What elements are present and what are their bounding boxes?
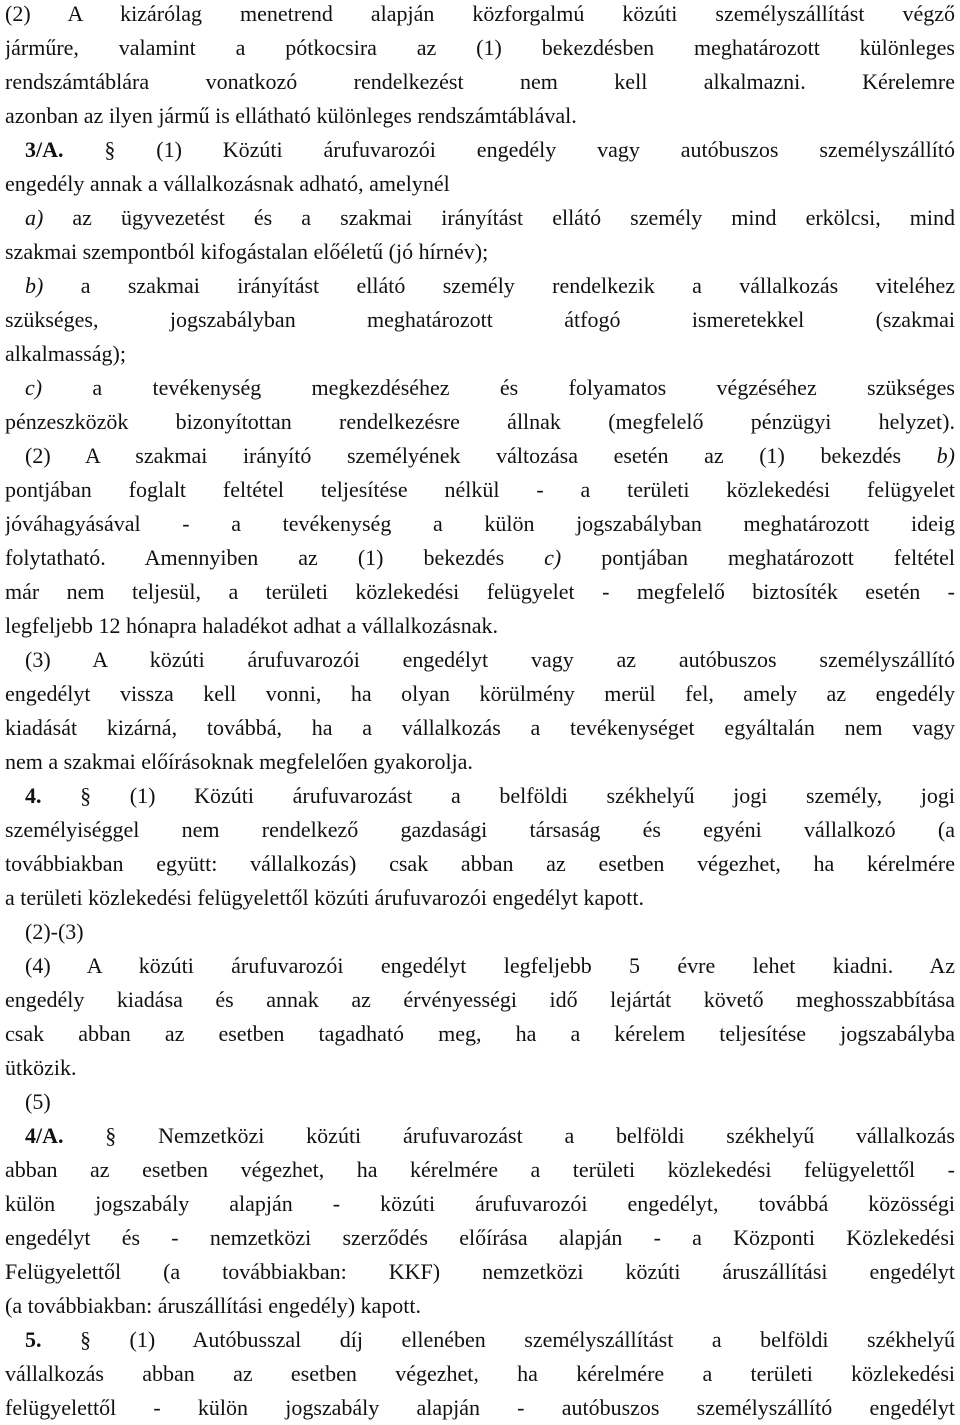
line-text: már nem teljesül, a területi közlekedési felügyelet - megfelelő biztosíték esetén - xyxy=(5,579,955,604)
text-line xyxy=(5,235,955,269)
line-text: (5) xyxy=(25,1089,51,1114)
line-text: § (1) Autóbusszal díj ellenében személyszállítást a belföldi székhelyű xyxy=(41,1327,955,1352)
section-number: 3/A. xyxy=(25,137,64,162)
line-text: felügyelettől - külön jogszabály alapján - autóbuszos személyszállító engedélyt xyxy=(5,1395,955,1420)
line-text: folytatható. Amennyiben az (1) bekezdés xyxy=(5,545,545,570)
line-text: csak abban az esetben tagadható meg, ha a kérelem teljesítése jogszabályba xyxy=(5,1021,955,1046)
list-reference: b) xyxy=(936,443,955,468)
line-text: engedélyt és - nemzetközi szerződés előírása alapján - a Központi Közlekedési xyxy=(5,1225,955,1250)
line-text: vállalkozás abban az esetben végezhet, ha kérelmére a területi közlekedési xyxy=(5,1361,955,1386)
line-text: rendszámtáblára vonatkozó rendelkezést nem kell alkalmazni. Kérelemre xyxy=(5,69,955,94)
text-line xyxy=(5,881,955,915)
text-line xyxy=(5,575,955,609)
text-line xyxy=(5,711,955,745)
text-line xyxy=(5,983,955,1017)
text-line xyxy=(5,1187,955,1221)
line-text: engedély kiadása és annak az érvényességi idő lejártát követő meghosszabbítása xyxy=(5,987,955,1012)
line-text: személyiséggel nem rendelkező gazdasági társaság és egyéni vállalkozó (a xyxy=(5,817,955,842)
text-line xyxy=(5,133,955,167)
line-text: azonban az ilyen jármű is ellátható különleges rendszámtáblával. xyxy=(5,103,577,128)
line-text: engedély annak a vállalkozásnak adható, amelynél xyxy=(5,171,450,196)
line-text: alkalmasság); xyxy=(5,341,126,366)
text-line xyxy=(5,303,955,337)
line-text: kiadását kizárná, továbbá, ha a vállalkozás a tevékenységet egyáltalán nem vagy xyxy=(5,715,955,740)
text-line xyxy=(5,439,955,473)
text-line xyxy=(5,405,955,439)
text-line xyxy=(5,507,955,541)
text-line xyxy=(5,1255,955,1289)
text-line xyxy=(5,813,955,847)
line-text: jóváhagyásával - a tevékenység a külön jogszabályban meghatározott ideig xyxy=(5,511,955,536)
text-line xyxy=(5,915,955,949)
text-line xyxy=(5,1289,955,1323)
text-line xyxy=(5,1017,955,1051)
list-marker: b) xyxy=(25,273,44,298)
section-number: 4/A. xyxy=(25,1123,64,1148)
text-line xyxy=(5,779,955,813)
line-text: szakmai szempontból kifogástalan előéletű (jó hírnév); xyxy=(5,239,489,264)
text-line xyxy=(5,1221,955,1255)
line-text: (2) A kizárólag menetrend alapján közforgalmú közúti személyszállítást végző xyxy=(5,1,955,26)
text-line xyxy=(5,677,955,711)
text-line xyxy=(5,847,955,881)
text-line xyxy=(5,473,955,507)
line-text: (2) A szakmai irányító személyének változása esetén az (1) bekezdés xyxy=(25,443,937,468)
text-line xyxy=(5,1119,955,1153)
line-text: külön jogszabály alapján - közúti árufuvarozói engedélyt, továbbá közösségi xyxy=(5,1191,955,1216)
line-text: (a továbbiakban: áruszállítási engedély) kapott. xyxy=(5,1293,422,1318)
line-text: nem a szakmai előírásoknak megfelelően gyakorolja. xyxy=(5,749,473,774)
line-text-continued: pontjában meghatározott feltétel xyxy=(561,545,955,570)
section-number: 4. xyxy=(25,783,42,808)
text-line xyxy=(5,167,955,201)
line-text: az ügyvezetést és a szakmai irányítást ellátó személy mind erkölcsi, mind xyxy=(43,205,955,230)
text-line xyxy=(5,337,955,371)
list-reference: c) xyxy=(544,545,562,570)
text-line xyxy=(5,99,955,133)
text-line xyxy=(5,541,955,575)
text-line xyxy=(5,745,955,779)
text-line xyxy=(5,609,955,643)
text-line xyxy=(5,1357,955,1391)
line-text: a tevékenység megkezdéséhez és folyamatos végzéséhez szükséges xyxy=(42,375,955,400)
line-text: szükséges, jogszabályban meghatározott átfogó ismeretekkel (szakmai xyxy=(5,307,955,332)
line-text: § Nemzetközi közúti árufuvarozást a belföldi székhelyű vállalkozás xyxy=(63,1123,955,1148)
line-text: § (1) Közúti árufuvarozói engedély vagy autóbuszos személyszállító xyxy=(63,137,955,162)
text-line xyxy=(5,371,955,405)
line-text: engedélyt vissza kell vonni, ha olyan körülmény merül fel, amely az engedély xyxy=(5,681,955,706)
line-text: abban az esetben végezhet, ha kérelmére a területi közlekedési felügyelettől - xyxy=(5,1157,955,1182)
line-text: (4) A közúti árufuvarozói engedélyt legfeljebb 5 évre lehet kiadni. Az xyxy=(25,953,955,978)
text-line xyxy=(5,65,955,99)
text-line xyxy=(5,201,955,235)
text-line xyxy=(5,949,955,983)
line-text: a területi közlekedési felügyelettől közúti árufuvarozói engedélyt kapott. xyxy=(5,885,644,910)
line-text: (2)-(3) xyxy=(25,919,84,944)
line-text: (3) A közúti árufuvarozói engedélyt vagy az autóbuszos személyszállító xyxy=(25,647,955,672)
line-text: a szakmai irányítást ellátó személy rendelkezik a vállalkozás viteléhez xyxy=(43,273,955,298)
list-marker: c) xyxy=(25,375,43,400)
text-line xyxy=(5,1085,955,1119)
text-line xyxy=(5,1153,955,1187)
line-text: járműre, valamint a pótkocsira az (1) bekezdésben meghatározott különleges xyxy=(5,35,955,60)
line-text: pontjában foglalt feltétel teljesítése nélkül - a területi közlekedési felügyelet xyxy=(5,477,955,502)
line-text: továbbiakban együtt: vállalkozás) csak abban az esetben végezhet, ha kérelmére xyxy=(5,851,955,876)
text-line xyxy=(5,269,955,303)
text-line xyxy=(5,31,955,65)
line-text: § (1) Közúti árufuvarozást a belföldi székhelyű jogi személy, jogi xyxy=(41,783,955,808)
text-line xyxy=(5,643,955,677)
list-marker: a) xyxy=(25,205,44,230)
line-text: pénzeszközök bizonyítottan rendelkezésre állnak (megfelelő pénzügyi helyzet). xyxy=(5,409,955,434)
line-text: Felügyelettől (a továbbiakban: KKF) nemzetközi közúti áruszállítási engedélyt xyxy=(5,1259,955,1284)
line-text: ütközik. xyxy=(5,1055,77,1080)
line-text: legfeljebb 12 hónapra haladékot adhat a vállalkozásnak. xyxy=(5,613,498,638)
text-line xyxy=(5,1323,955,1357)
section-number: 5. xyxy=(25,1327,42,1352)
text-line xyxy=(5,1391,955,1425)
text-line xyxy=(5,0,955,31)
text-line xyxy=(5,1051,955,1085)
